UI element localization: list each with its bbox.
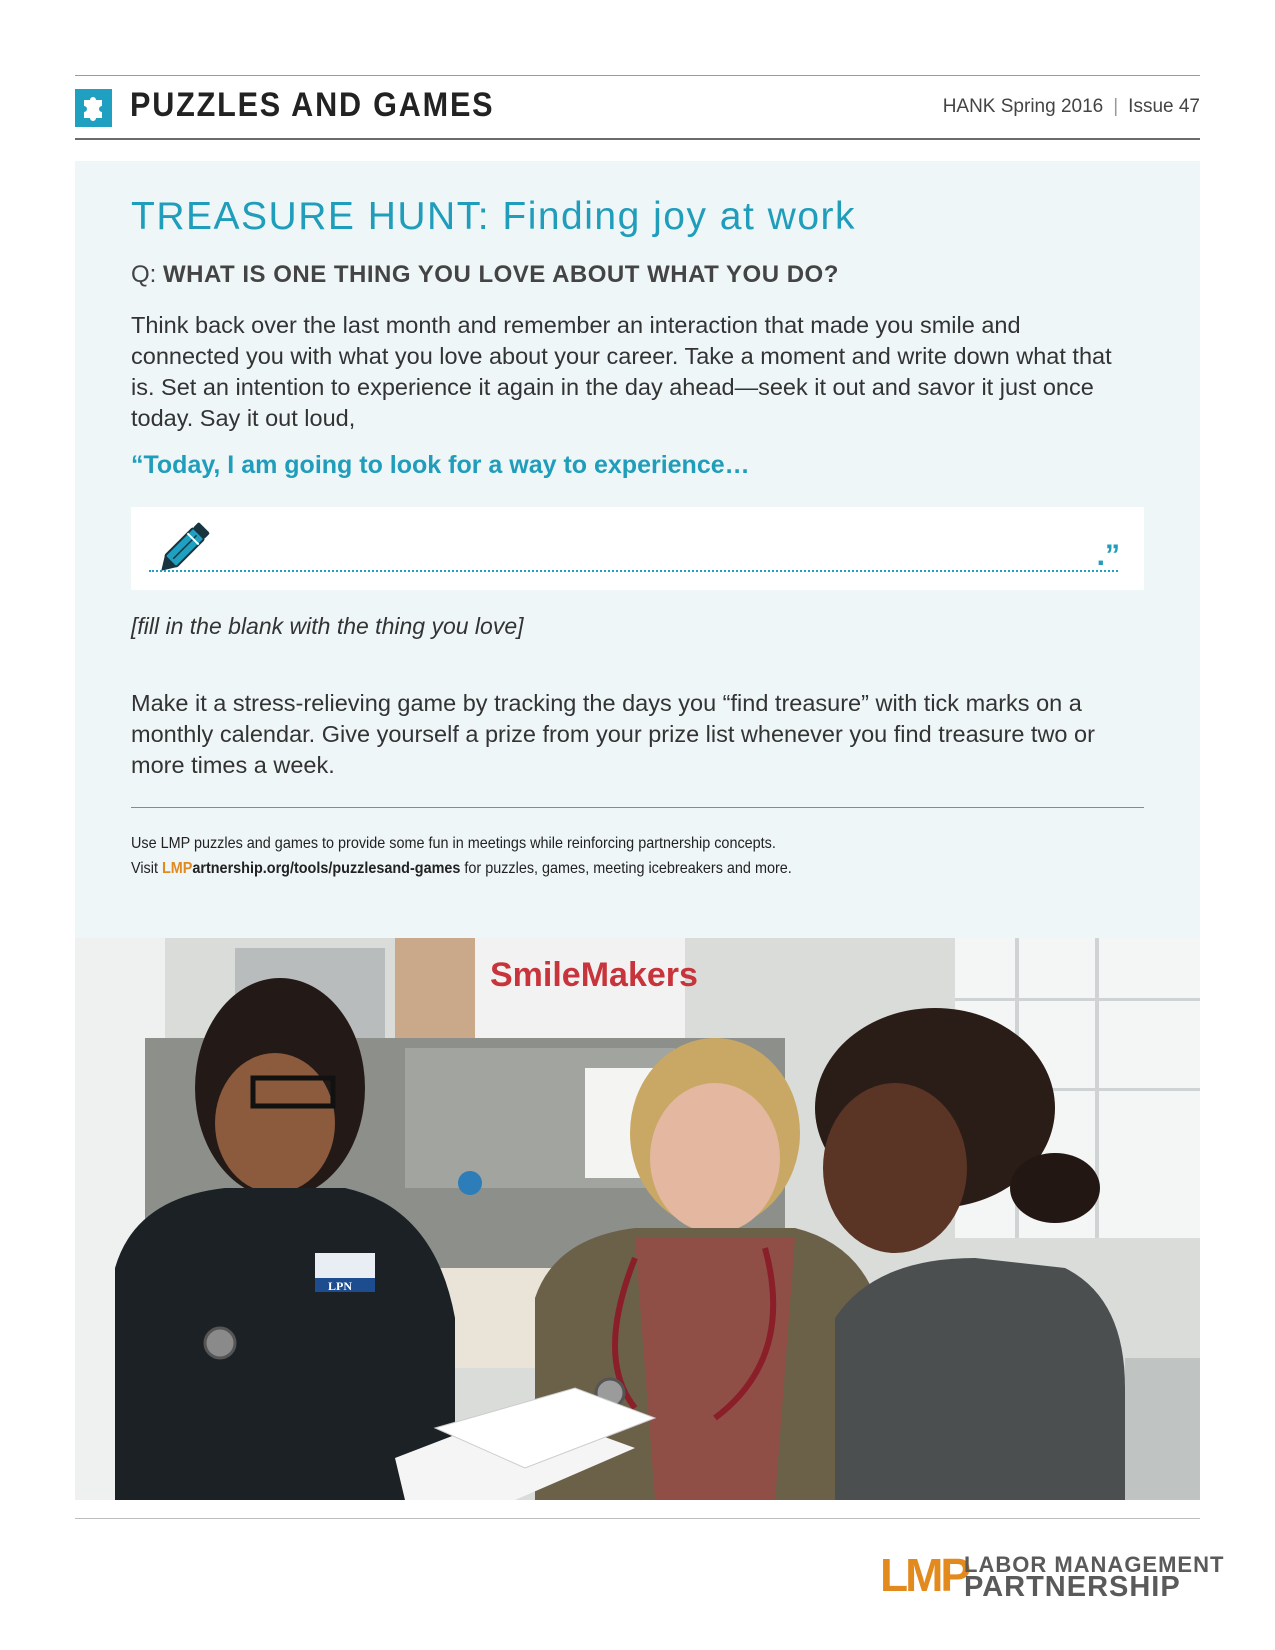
logo-line1: LABOR MANAGEMENT [964,1552,1225,1577]
question-text: WHAT IS ONE THING YOU LOVE ABOUT WHAT YOU DO? [163,261,839,288]
followup-paragraph: Make it a stress-relieving game by tracking the days you “find treasure” with tick marks on a monthly calendar. Give yourself a prize from your prize list whenever you find treasure two or more times a week. [131,690,1095,778]
logo-mark: LMP [880,1549,969,1601]
question [131,261,839,289]
hint-text: [fill in the blank with the thing you love] [131,613,524,639]
link-lmp-part: LMP [161,860,193,877]
lmp-logo [880,1549,1225,1603]
fill-in-blank-field[interactable] [131,507,1144,590]
footer-note-line2 [131,856,792,881]
issue-number: Issue 47 [1128,96,1200,117]
panel-divider [131,807,1144,808]
blank-closing-quote: .” [1096,539,1120,572]
section-title: PUZZLES AND GAMES [130,86,495,124]
issue-info [943,96,1200,118]
photo-badge-text: LPN [328,1279,352,1293]
treasure-hunt-panel [75,161,1200,939]
puzzle-title: TREASURE HUNT: Finding joy at work [131,195,857,238]
intro-paragraph: Think back over the last month and remember an interaction that made you smile and connected you with what you love about your career. Take a moment and write down what that is. Set an intention to experience it again in the day ahead—seek it out and savor it just once today. Say it out loud, [131,312,1112,431]
puzzle-piece-icon [75,89,112,127]
header-divider [75,138,1200,140]
photo-nurses-smiling [75,938,1200,1500]
lmp-website-link[interactable] [162,860,460,877]
blank-dotted-line [149,570,1118,572]
question-prefix: Q: [131,261,157,288]
photo-sign-text: SmileMakers [490,956,698,994]
issue-season: HANK Spring 2016 [942,96,1104,117]
footer-note [131,831,792,881]
logo-line2: PARTNERSHIP [964,1571,1181,1603]
top-divider [75,75,1200,76]
prompt-text: “Today, I am going to look for a way to experience… [131,451,750,479]
footer-divider [75,1518,1200,1519]
footer-note-line1: Use LMP puzzles and games to provide some fun in meetings while reinforcing partnership concepts. [131,835,776,852]
link-rest-part: artnership.org/tools/puzzlesand-games [192,860,461,877]
issue-separator: | [1113,96,1119,117]
visit-label: Visit [131,860,162,877]
footer-note-tail: for puzzles, games, meeting icebreakers and more. [460,860,792,877]
